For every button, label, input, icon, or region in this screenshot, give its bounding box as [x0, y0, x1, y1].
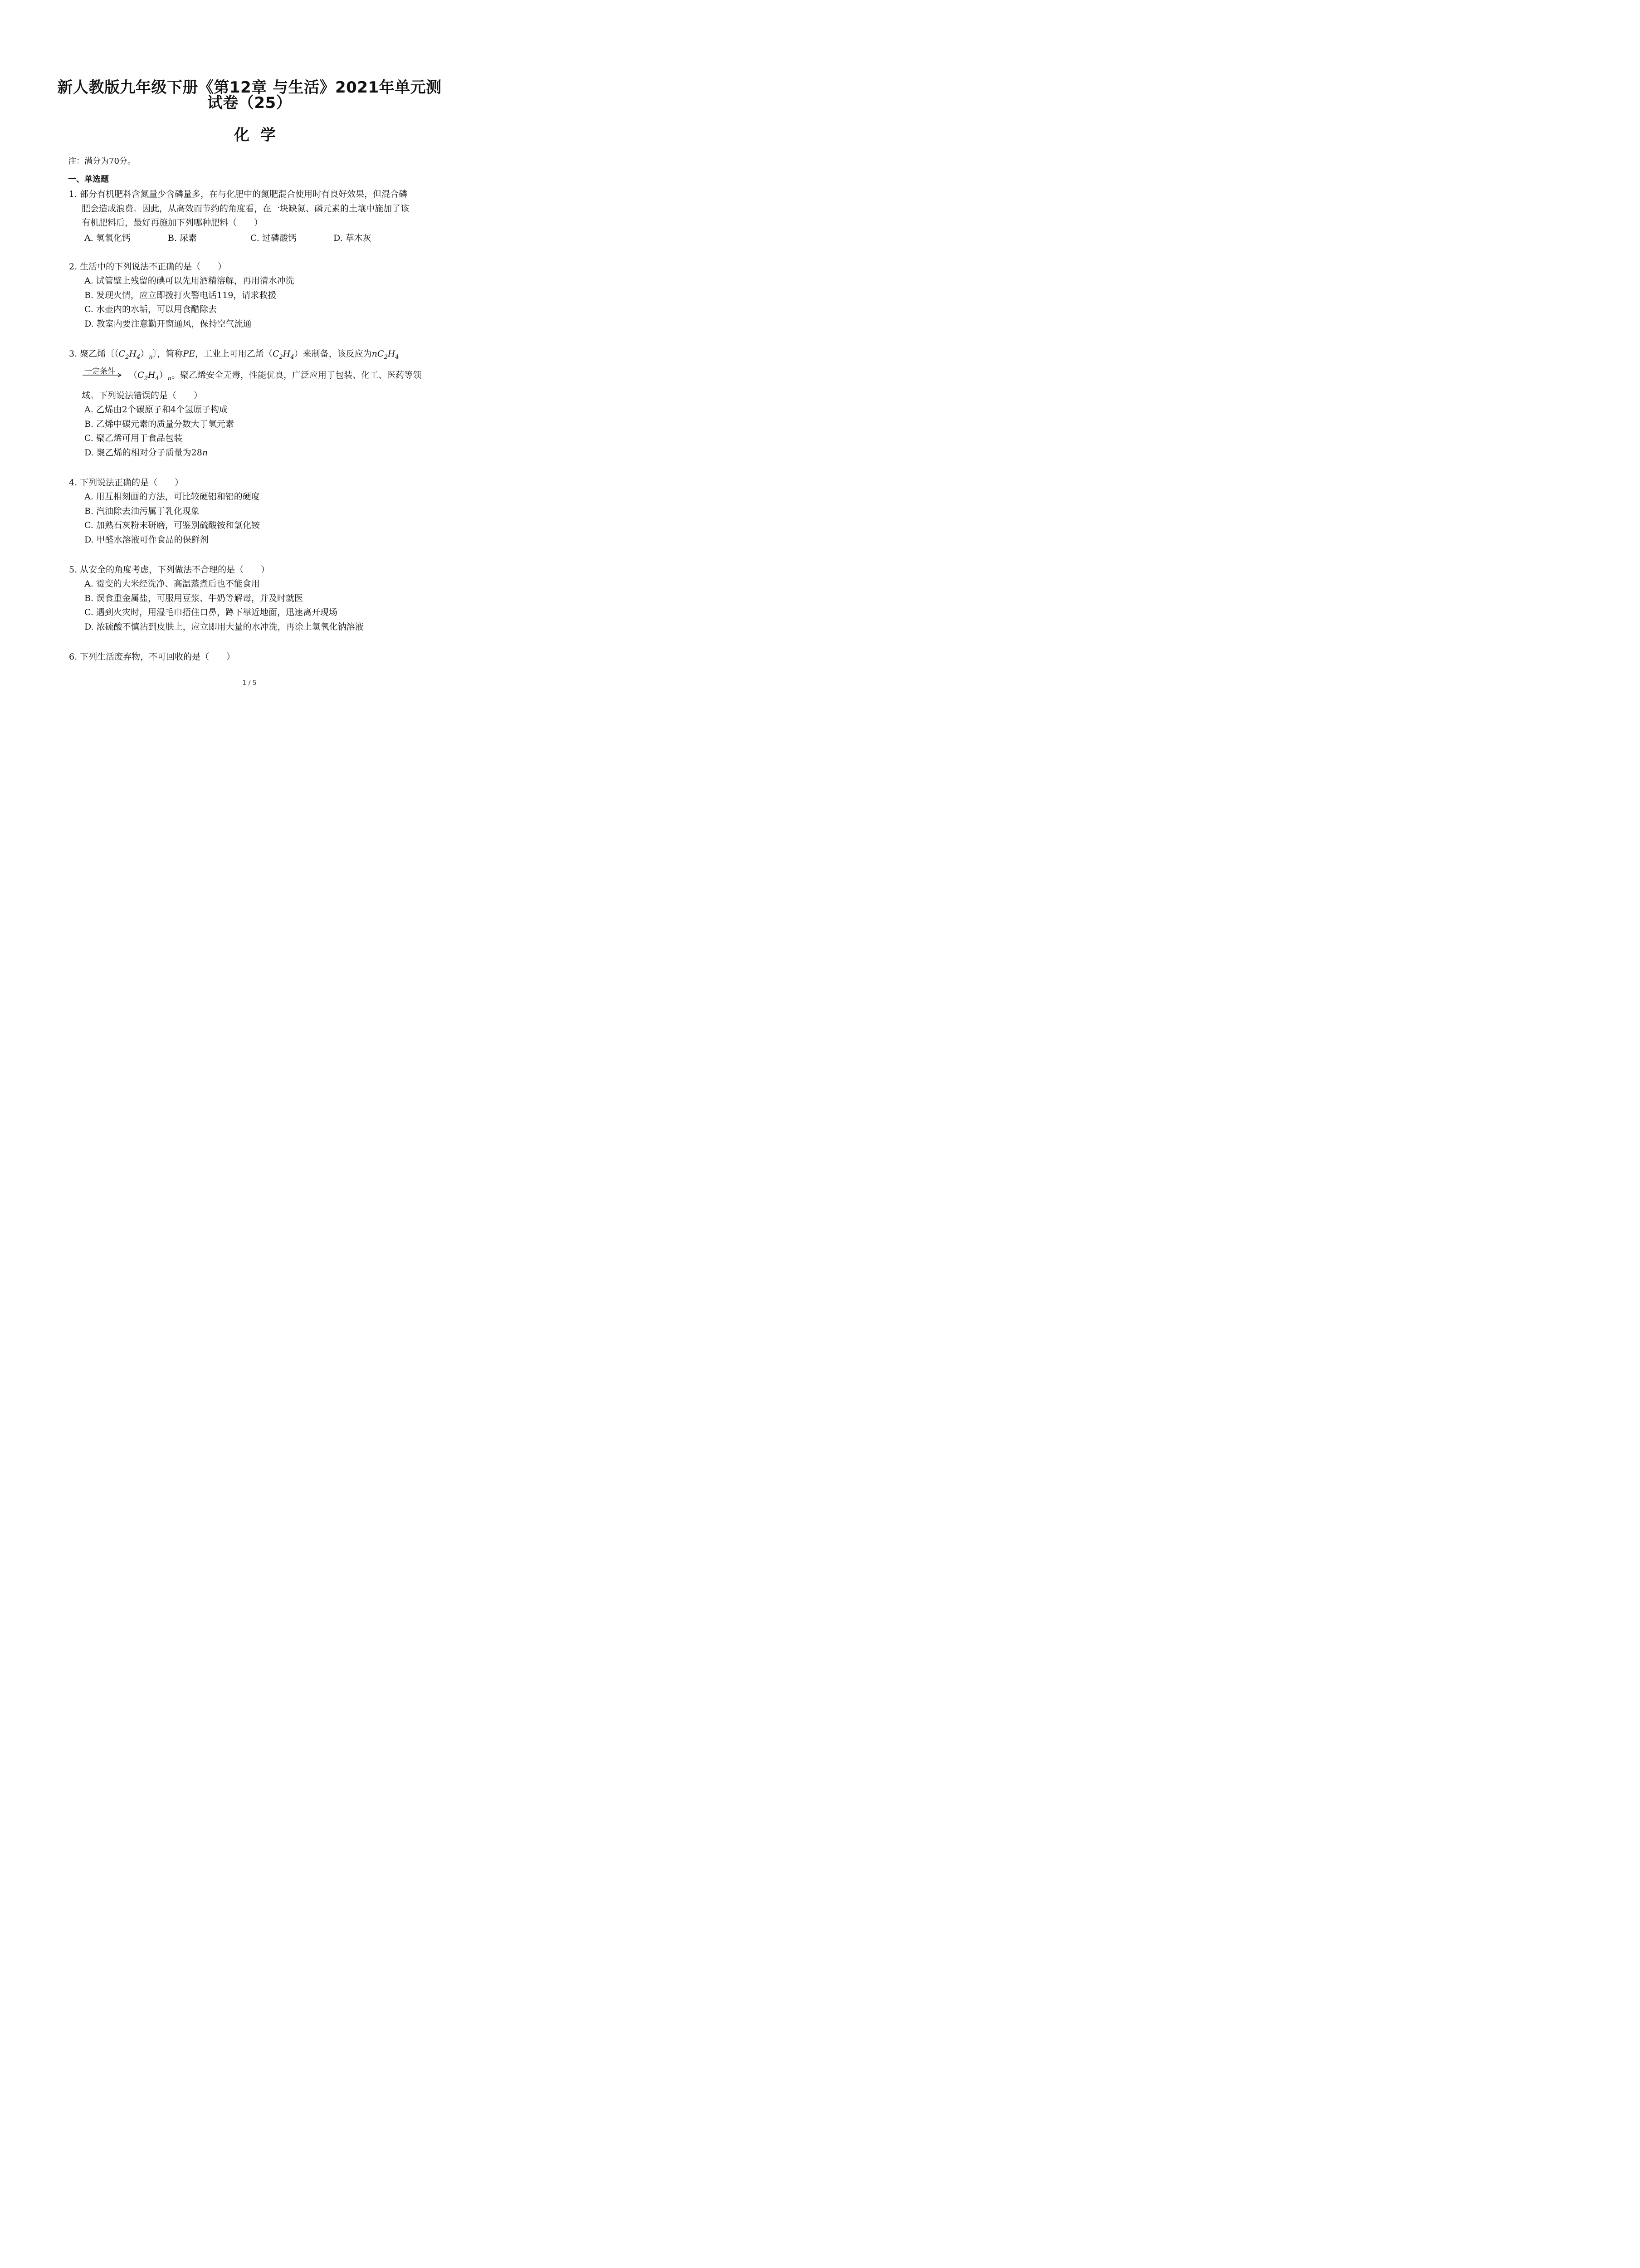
subscript: 4: [137, 353, 141, 361]
question-3-option-b: B. 乙烯中碳元素的质量分数大于氢元素: [84, 419, 234, 429]
question-1-option-b: B. 尿素: [168, 233, 197, 243]
option-text: D. 聚乙烯的相对分子质量为28: [84, 448, 202, 458]
q3-text: 〕，简称: [152, 349, 183, 359]
subject-heading: 化学: [234, 126, 287, 144]
carbon-symbol: C: [118, 349, 126, 359]
q3-text: （: [129, 370, 138, 380]
question-3-line2: [129, 370, 421, 384]
subscript: 2: [125, 353, 129, 361]
question-2-option-d: D. 教室内要注意勤开窗通风，保持空气流通: [84, 319, 252, 329]
question-5-stem: 5. 从安全的角度考虑，下列做法不合理的是（ ）: [69, 565, 270, 575]
question-1-option-d: D. 草木灰: [333, 233, 371, 243]
hydrogen-symbol: H: [147, 370, 156, 380]
page-number: 1 / 5: [242, 679, 257, 687]
variable-n: n: [202, 448, 208, 458]
question-3-option-a: A. 乙烯由2个碳原子和4个氢原子构成: [84, 405, 228, 415]
hydrogen-symbol: H: [283, 349, 291, 359]
score-note: 注：满分为70分。: [68, 156, 136, 166]
subscript: 2: [279, 353, 283, 361]
question-5-option-d: D. 浓硫酸不慎沾到皮肤上，应立即用大量的水冲洗，再涂上氢氧化钠溶液: [84, 622, 364, 632]
hydrogen-symbol: H: [129, 349, 137, 359]
subscript-n: n: [149, 353, 153, 361]
question-6-stem: 6. 下列生活废弃物，不可回收的是（ ）: [69, 652, 235, 662]
q3-text: 。聚乙烯安全无毒，性能优良，广泛应用于包装、化工、医药等领: [171, 370, 422, 380]
question-4-option-c: C. 加熟石灰粉末研磨，可鉴别硫酸铵和氯化铵: [84, 520, 260, 530]
subscript: 2: [144, 375, 148, 382]
question-2-stem: 2. 生活中的下列说法不正确的是（ ）: [69, 262, 227, 272]
question-1-line2: 肥会造成浪费。因此，从高效而节约的角度看，在一块缺氮、磷元素的土壤中施加了该: [82, 204, 410, 214]
subscript: 4: [395, 353, 399, 361]
q3-text: ）: [140, 349, 149, 359]
question-4-stem: 4. 下列说法正确的是（ ）: [69, 478, 184, 488]
question-3-line1: [69, 348, 399, 363]
arrow-icon: [82, 362, 123, 380]
question-3-option-d: [84, 447, 208, 458]
reaction-arrow: [82, 362, 123, 380]
carbon-symbol: C: [272, 349, 279, 359]
question-2-option-b: B. 发现火情，应立即拨打火警电话119，请求救援: [84, 290, 277, 300]
subscript-n: n: [167, 375, 172, 382]
pe-abbrev: PE: [183, 349, 195, 359]
question-2-option-a: A. 试管壁上残留的碘可以先用酒精溶解，再用清水冲洗: [84, 276, 294, 286]
question-4-option-b: B. 汽油除去油污属于乳化现象: [84, 506, 200, 516]
section-heading: 一、单选题: [68, 175, 109, 184]
coefficient-n: n: [371, 349, 377, 359]
subscript: 4: [155, 375, 159, 382]
q3-text: ）来制备，该反应为: [294, 349, 372, 359]
q3-text: ）: [159, 370, 168, 380]
question-1-option-a: A. 氢氧化钙: [84, 233, 131, 243]
subscript: 4: [290, 353, 294, 361]
question-4-option-a: A. 用互相刻画的方法，可比较硬铝和铝的硬度: [84, 492, 260, 502]
question-1-line3: 有机肥料后，最好再施加下列哪种肥料（ ）: [82, 218, 263, 228]
question-1-line1: 1. 部分有机肥料含氮量少含磷量多，在与化肥中的氮肥混合使用时有良好效果，但混合磷: [69, 189, 408, 199]
reaction-condition: 一定条件: [84, 367, 115, 376]
exam-title-line2: 试卷（25）: [207, 94, 292, 112]
question-5-option-a: A. 霉变的大米经洗净、高温蒸煮后也不能食用: [84, 579, 260, 589]
question-4-option-d: D. 甲醛水溶液可作食品的保鲜剂: [84, 535, 209, 545]
subscript: 2: [384, 353, 388, 361]
exam-title-line1: 新人教版九年级下册《第12章 与生活》2021年单元测: [57, 78, 442, 97]
question-3-line3: 域。下列说法错误的是（ ）: [82, 391, 203, 401]
hydrogen-symbol: H: [387, 349, 395, 359]
question-2-option-c: C. 水壶内的水垢，可以用食醋除去: [84, 304, 217, 314]
q3-text: 3. 聚乙烯〔（: [69, 349, 119, 359]
question-1-option-c: C. 过磷酸钙: [250, 233, 297, 243]
q3-text: ，工业上可用乙烯（: [195, 349, 273, 359]
carbon-symbol: C: [377, 349, 384, 359]
question-5-option-c: C. 遇到火灾时，用湿毛巾捂住口鼻，蹲下靠近地面，迅速离开现场: [84, 607, 337, 617]
question-3-option-c: C. 聚乙烯可用于食品包装: [84, 433, 182, 443]
carbon-symbol: C: [137, 370, 144, 380]
exam-page: [0, 0, 499, 706]
question-5-option-b: B. 误食重金属盐，可服用豆浆、牛奶等解毒，并及时就医: [84, 593, 303, 603]
